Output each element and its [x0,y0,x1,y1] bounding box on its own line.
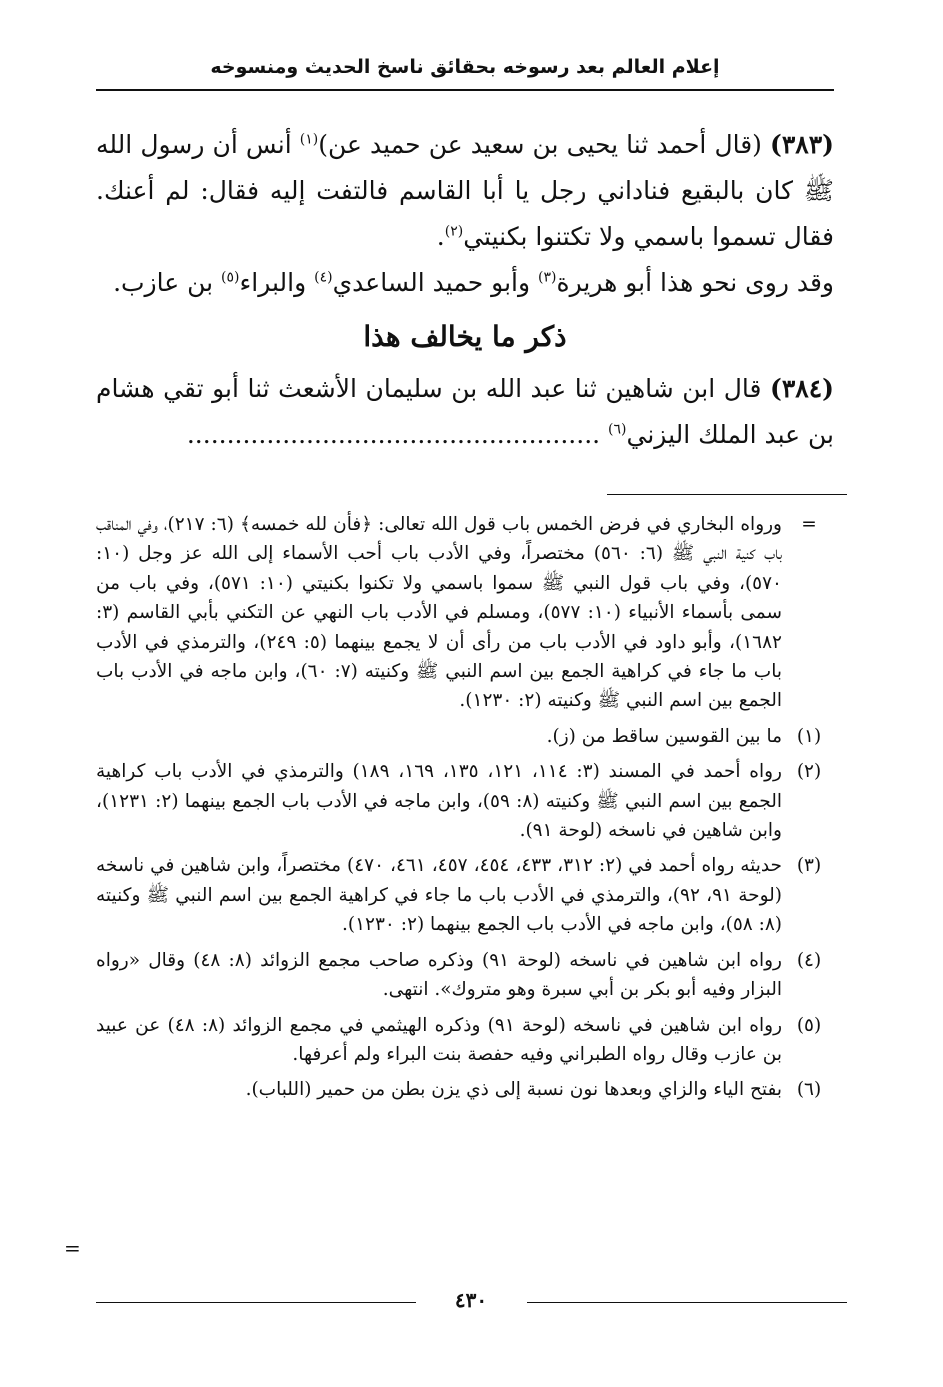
footnote-marker: (٣) [796,855,822,877]
footnote-text: ما بين القوسين ساقط من (ز). [546,725,782,747]
hadith-384 [96,366,834,458]
footnote-text: حديثه رواه أحمد في (٢: ٣١٢، ٤٣٣، ٤٥٤، ٤٥٧، ٤٦١، ٤٧٠) مختصراً، وابن شاهين في ناسخه (لوحة ٩١، ٩٢)، والترمذي في الأدب باب ما جاء في كراهية الجمع بين اسم النبي ﷺ وكنيته (٨: ٥٨)، وابن ماجه في الأدب باب الجمع بينهما (٢: ١٢٣٠). [96,855,782,936]
footnote-ref: (٤) [314,269,333,286]
footnote [96,722,834,751]
hadith-number: (٣٨٣) [770,130,835,159]
footnote-marker: (٥) [796,1014,822,1036]
footnote-marker: (٤) [796,949,822,971]
footnote [96,510,834,716]
footnotes [96,510,834,1111]
page-number: ٤٣٠ [454,1288,488,1312]
header-rule [96,89,834,91]
dotted-leader: .................................................... [186,420,609,449]
footnote-ref: (٣) [538,269,557,286]
section-title: ذكر ما يخالف هذا [363,320,567,353]
hadith-text: قال ابن شاهين ثنا عبد الله بن سليمان الأشعث ثنا أبو تقي هشام بن عبد الملك اليزني [96,374,834,449]
footnote-rule [607,494,847,495]
footnote [96,851,834,939]
footnote-text: ورواه البخاري في فرض الخمس باب قول الله تعالى: ﴿فأن لله خمسه﴾ (٦: ٢١٧)، وفي المناقب باب كنية النبي ﷺ (٦: ٥٦٠) مختصراً، وفي الأدب باب أحب الأسماء إلى الله عز وجل (١٠: ٥٧٠)، وفي باب قول النبي ﷺ سموا باسمي ولا تكنوا بكنيتي (١٠: ٥٧١)، وفي باب من سمى بأسماء الأنبياء (١٠: ٥٧٧)، ومسلم في الأدب باب النهي عن التكني بأبي القاسم (٣: ١٦٨٢)، وأبو داود في الأدب باب من رأى أن لا يجمع بينهما (٥: ٢٤٩)، والترمذي في الأدب باب ما جاء في كراهية الجمع بين اسم النبي ﷺ وكنيته (٧: ٦٠)، وابن ماجه في الأدب باب الجمع بين اسم النبي ﷺ وكنيته (٢: ١٢٣٠). [96,514,783,712]
main-text [96,122,834,458]
hadith-text: أنس أن رسول الله ﷺ كان بالبقيع فناداني رجل يا أبا القاسم فالتفت إليه فقال: لم أعنك. فقال تسموا باسمي ولا تكتنوا بكنيتي [96,130,834,251]
hadith-text: (قال أحمد ثنا يحيى بن سعيد عن حميد عن) [318,130,771,159]
continuation-mark: = [64,1236,81,1260]
footnote-text: رواه ابن شاهين في ناسخه (لوحة ٩١) وذكره الهيثمي في مجمع الزوائد (٨: ٤٨) عن عبيد بن عازب وقال رواه الطبراني وفيه حفصة بنت البراء ولم أعرفها. [96,1014,782,1065]
running-title: إعلام العالم بعد رسوخه بحقائق ناسخ الحديث ومنسوخه [210,56,720,78]
footnote [96,946,834,1005]
footnote-ref: (٦) [608,421,627,438]
footnote [96,1075,834,1104]
paragraph-text: وقد روى نحو هذا أبو هريرة [556,268,834,297]
hadith-text: . [436,222,445,251]
footnote-marker: = [801,514,817,535]
footnote [96,1011,834,1070]
footnote-text: رواه ابن شاهين في ناسخه (لوحة ٩١) وذكره صاحب مجمع الزوائد (٨: ٤٨) وقال «رواه البزار وفيه أبو بكر بن أبي سبرة وهو متروك». انتهى. [96,949,782,1001]
paragraph-text: بن عازب. [113,268,222,297]
footnote-ref: (٥) [221,269,240,286]
footnote [96,757,834,845]
hadith-number: (٣٨٤) [770,374,834,403]
footnote-ref: (١) [299,131,319,148]
paragraph-text: والبراء [239,268,315,297]
narration-paragraph [96,260,834,306]
footer-rule-left [96,1302,416,1303]
footnote-marker: (٢) [796,761,822,783]
footnote-ref: (٢) [444,223,464,240]
footnote-text: بفتح الياء والزاي وبعدها نون نسبة إلى ذي يزن بطن من حمير (اللباب). [245,1079,782,1101]
footnote-marker: (١) [796,725,822,747]
footnote-text: رواه أحمد في المسند (٣: ١١٤، ١٢١، ١٣٥، ١٦٩، ١٨٩) والترمذي في الأدب باب كراهية الجمع بين اسم النبي ﷺ وكنيته (٨: ٥٩)، وابن ماجه في الأدب باب الجمع بينهما (٢: ١٢٣١)، وابن شاهين في ناسخه (لوحة ٩١). [96,761,782,842]
paragraph-text: وأبو حميد الساعدي [332,268,539,297]
hadith-383 [96,122,834,260]
footer-rule-right [527,1302,847,1303]
footnote-marker: (٦) [796,1079,822,1101]
